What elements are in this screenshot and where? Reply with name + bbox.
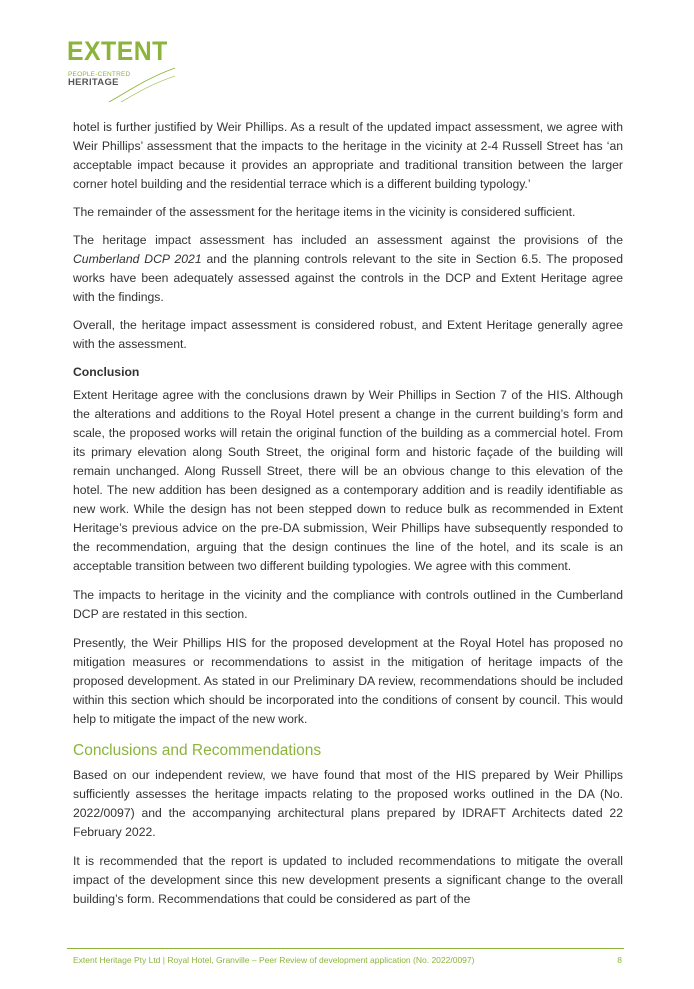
paragraph-4: Overall, the heritage impact assessment is considered robust, and Extent Heritage generally agree with the assessment. [73, 318, 623, 351]
paragraph-3-start: The heritage impact assessment has included an assessment against the provisions of the [73, 233, 623, 247]
page-number: 8 [617, 955, 622, 965]
paragraph-3 [73, 231, 623, 307]
paragraph-3-end: and the planning controls relevant to the site in Section 6.5. The proposed works have been adequately assessed against the controls in the DCP and Extent Heritage agree with the findings. [73, 252, 623, 304]
footer-text: Extent Heritage Pty Ltd | Royal Hotel, Granville – Peer Review of development application (No. 2022/0097) [73, 955, 475, 965]
paragraph-3-citation: Cumberland DCP 2021 [73, 252, 202, 266]
recommendations-heading: Conclusions and Recommendations [73, 742, 322, 759]
paragraph-2: The remainder of the assessment for the heritage items in the vicinity is considered sufficient. [73, 205, 576, 219]
conclusion-heading: Conclusion [73, 365, 140, 379]
paragraph-8: Based on our independent review, we have found that most of the HIS prepared by Weir Phillips sufficiently assesses the heritage impacts relating to the proposed works outlined in the DA (No. 2022/0097) and the accompanying architectural plans prepared by IDRAFT Architects dated 22 February 2022. [73, 768, 623, 839]
document-body [73, 118, 623, 909]
extent-logo [67, 38, 177, 100]
footer-divider [67, 948, 624, 949]
paragraph-9: It is recommended that the report is updated to included recommendations to mitigate the overall impact of the development since this new development presents a significant change to the overall building’s form. Recommendations that could be considered as part of the [73, 854, 623, 906]
paragraph-6: The impacts to heritage in the vicinity and the compliance with controls outlined in the Cumberland DCP are restated in this section. [73, 588, 623, 621]
paragraph-7: Presently, the Weir Phillips HIS for the proposed development at the Royal Hotel has proposed no mitigation measures or recommendations to assist in the mitigation of heritage impacts of the proposed development. As stated in our Preliminary DA review, recommendations should be included within this section which should be incorporated into the conditions of consent by council. This would help to mitigate the impact of the new work. [73, 636, 623, 726]
logo-brand-text: EXTENT [67, 36, 168, 66]
paragraph-1: hotel is further justified by Weir Phillips. As a result of the updated impact assessment, we agree with Weir Phillips’ assessment that the impacts to the heritage in the vicinity at 2-4 Russell Street has ‘an acceptable impact because it provides an appropriate and traditional transition between the larger corner hotel building and the residential terrace which is a different building typology.’ [73, 120, 623, 191]
logo-subbrand: HERITAGE [68, 77, 119, 88]
paragraph-5: Extent Heritage agree with the conclusions drawn by Weir Phillips in Section 7 of the HIS. Although the alterations and additions to the Royal Hotel present a change in the current building’s form and scale, the proposed works will retain the original function of the building as a commercial hotel. From its primary elevation along South Street, the original form and historic façade of the building will remain unchanged. Along Russell Street, there will be an obvious change to this elevation of the hotel. The new addition has been designed as a contemporary addition and is readily identifiable as new work. While the design has not been stepped down to reduce bulk as recommended in Extent Heritage’s previous advice on the pre-DA submission, Weir Phillips have subsequently responded to the recommendation, arguing that the design continues the line of the hotel, and its scale is an acceptable transition between two different building typologies. We agree with this comment. [73, 388, 623, 573]
logo-tagline: PEOPLE-CENTRED [68, 71, 131, 78]
